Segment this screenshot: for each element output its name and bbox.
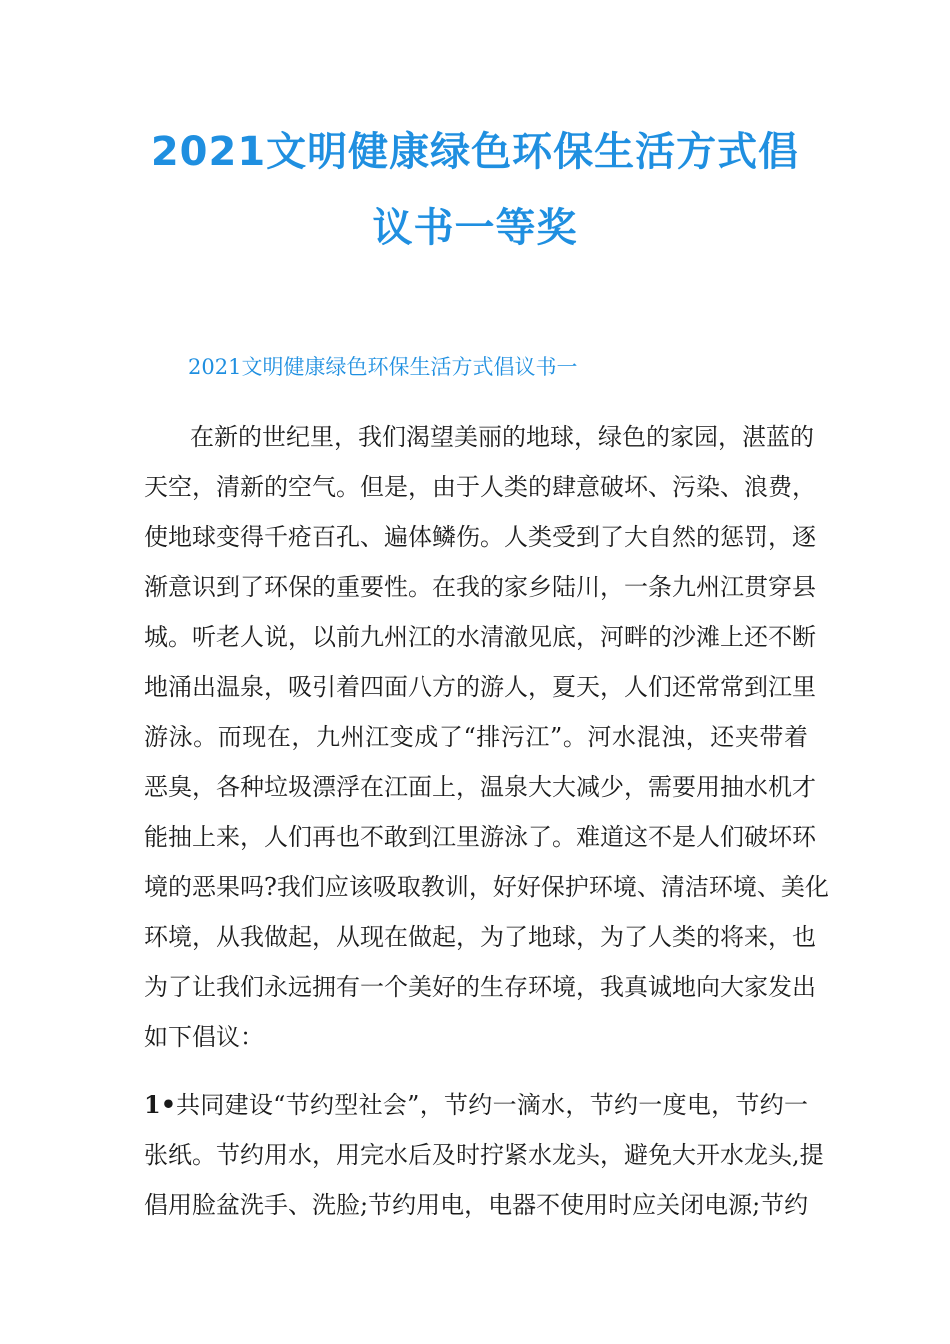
paragraph-line: 为了让我们永远拥有一个美好的生存环境，我真诚地向大家发出 (144, 973, 816, 1001)
paragraph-line: 城。听老人说，以前九州江的水清澈见底，河畔的沙滩上还不断 (144, 623, 816, 651)
document-title-line-2: 议书一等奖 (372, 205, 578, 251)
proposal-item-first-line (144, 1088, 808, 1122)
paragraph-line: 能抽上来，人们再也不敢到江里游泳了。难道这不是人们破坏环 (144, 823, 816, 851)
paragraph-line: 境的恶果吗?我们应该吸取教训，好好保护环境、清洁环境、美化 (144, 873, 829, 901)
paragraph-line: 恶臭，各种垃圾漂浮在江面上，温泉大大减少，需要用抽水机才 (144, 773, 816, 801)
paragraph-line: 天空，清新的空气。但是，由于人类的肆意破坏、污染、浪费， (144, 473, 816, 501)
paragraph-line: 使地球变得千疮百孔、遍体鳞伤。人类受到了大自然的惩罚，逐 (144, 523, 816, 551)
paragraph-line: 在新的世纪里，我们渴望美丽的地球，绿色的家园，湛蓝的 (190, 423, 814, 451)
paragraph-line: 渐意识到了环保的重要性。在我的家乡陆川，一条九州江贯穿县 (144, 573, 816, 601)
paragraph-line: 环境，从我做起，从现在做起，为了地球，为了人类的将来，也 (144, 923, 816, 951)
section-heading: 2021文明健康绿色环保生活方式倡议书一 (188, 355, 578, 379)
paragraph-line: 倡用脸盆洗手、洗脸;节约用电，电器不使用时应关闭电源;节约 (144, 1191, 809, 1219)
document-title-line-1: 2021文明健康绿色环保生活方式倡 (150, 129, 800, 175)
paragraph-line: 张纸。节约用水，用完水后及时拧紧水龙头，避免大开水龙头,提 (144, 1141, 824, 1169)
item-number: 1• (144, 1090, 177, 1119)
paragraph-line: 共同建设“节约型社会”，节约一滴水，节约一度电，节约一 (176, 1091, 808, 1119)
paragraph-line: 地涌出温泉，吸引着四面八方的游人，夏天，人们还常常到江里 (144, 673, 816, 701)
paragraph-line: 如下倡议： (144, 1023, 264, 1051)
paragraph-line: 游泳。而现在，九州江变成了“排污江”。河水混浊，还夹带着 (144, 723, 808, 751)
